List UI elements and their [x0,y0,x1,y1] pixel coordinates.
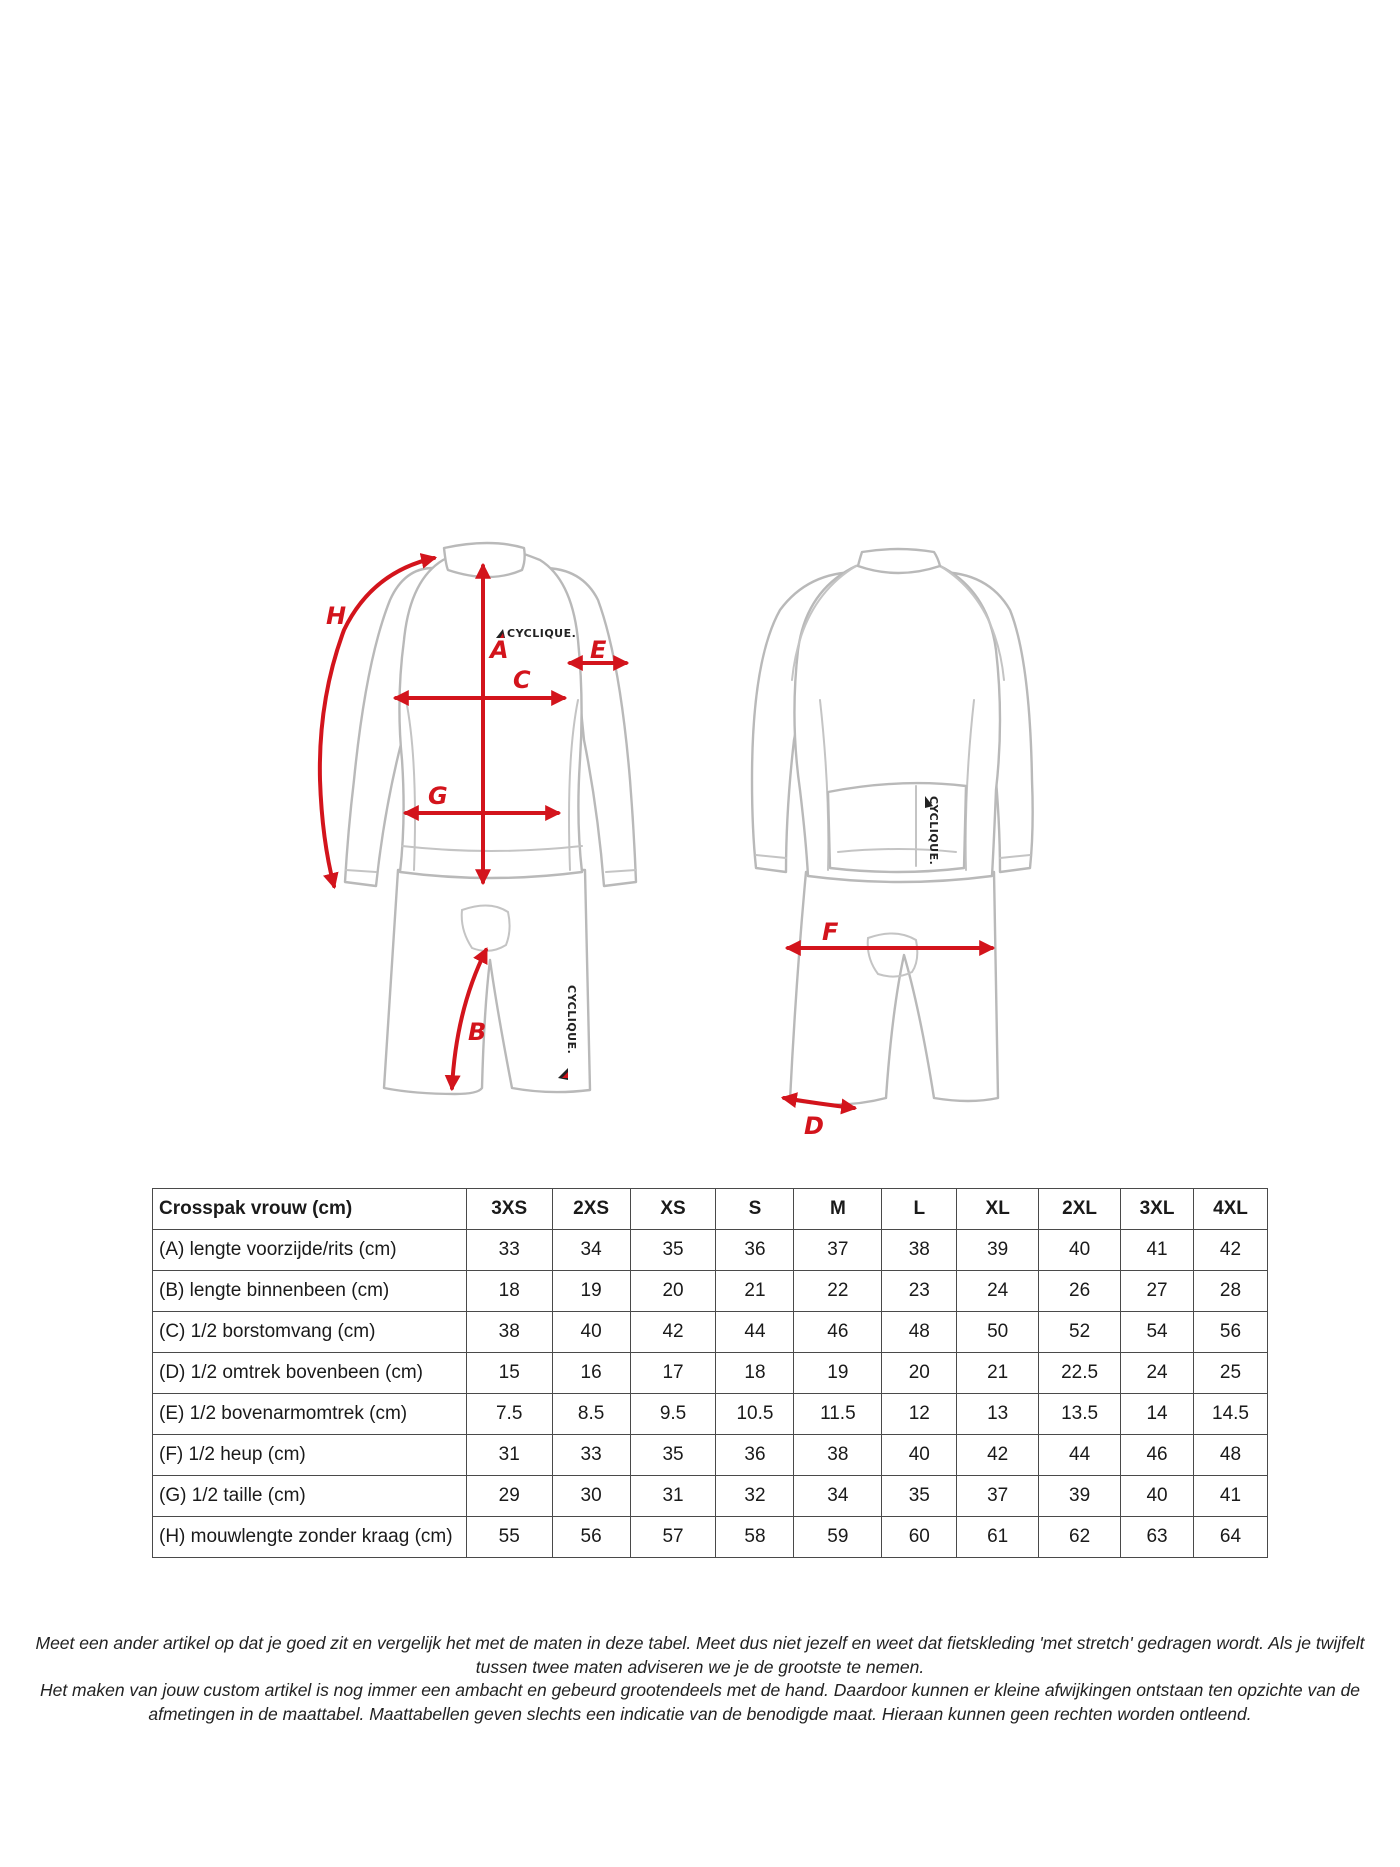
table-cell: 39 [957,1230,1039,1271]
table-cell: 17 [630,1353,716,1394]
label-b: B [468,1018,487,1046]
table-cell: 35 [630,1435,716,1476]
svg-text:CYCLIQUE.: CYCLIQUE. [927,796,940,866]
table-cell: 50 [957,1312,1039,1353]
table-title: Crosspak vrouw (cm) [153,1189,467,1230]
table-cell: 35 [630,1230,716,1271]
row-label: (C) 1/2 borstomvang (cm) [153,1312,467,1353]
label-d: D [804,1112,824,1140]
table-row [153,1476,1268,1517]
table-cell: 40 [882,1435,957,1476]
table-body [153,1230,1268,1558]
table-cell: 40 [552,1312,630,1353]
label-e: E [590,636,607,664]
table-cell: 20 [882,1353,957,1394]
table-cell: 59 [794,1517,882,1558]
table-row [153,1353,1268,1394]
table-cell: 26 [1039,1271,1121,1312]
table-cell: 31 [630,1476,716,1517]
table-cell: 32 [716,1476,794,1517]
table-cell: 14 [1121,1394,1194,1435]
size-header-2xs: 2XS [552,1189,630,1230]
size-header-2xl: 2XL [1039,1189,1121,1230]
table-cell: 38 [466,1312,552,1353]
table-cell: 21 [716,1271,794,1312]
size-header-row [153,1189,1268,1230]
table-cell: 14.5 [1193,1394,1267,1435]
table-cell: 34 [552,1230,630,1271]
back-pocket [828,783,966,872]
table-cell: 42 [1193,1230,1267,1271]
svg-text:CYCLIQUE.: CYCLIQUE. [565,985,578,1055]
table-cell: 16 [552,1353,630,1394]
table-cell: 10.5 [716,1394,794,1435]
table-cell: 41 [1193,1476,1267,1517]
row-label: (E) 1/2 bovenarmomtrek (cm) [153,1394,467,1435]
table-cell: 37 [794,1230,882,1271]
table-cell: 42 [957,1435,1039,1476]
table-cell: 31 [466,1435,552,1476]
table-cell: 58 [716,1517,794,1558]
size-header-3xs: 3XS [466,1189,552,1230]
label-a: A [490,636,509,664]
front-shorts [384,870,590,1094]
table-cell: 52 [1039,1312,1121,1353]
size-header-3xl: 3XL [1121,1189,1194,1230]
table-cell: 42 [630,1312,716,1353]
table-row [153,1435,1268,1476]
table-cell: 62 [1039,1517,1121,1558]
table-cell: 60 [882,1517,957,1558]
table-cell: 15 [466,1353,552,1394]
size-header-xl: XL [957,1189,1039,1230]
table-cell: 40 [1039,1230,1121,1271]
row-label: (G) 1/2 taille (cm) [153,1476,467,1517]
table-cell: 27 [1121,1271,1194,1312]
table-cell: 8.5 [552,1394,630,1435]
table-cell: 20 [630,1271,716,1312]
table-cell: 37 [957,1476,1039,1517]
label-f: F [822,918,839,946]
label-h: H [326,602,347,630]
disclaimer [18,1632,1382,1726]
table-cell: 55 [466,1517,552,1558]
table-cell: 54 [1121,1312,1194,1353]
table-cell: 63 [1121,1517,1194,1558]
row-label: (H) mouwlengte zonder kraag (cm) [153,1517,467,1558]
table-cell: 41 [1121,1230,1194,1271]
size-header-4xl: 4XL [1193,1189,1267,1230]
size-header-m: M [794,1189,882,1230]
table-cell: 29 [466,1476,552,1517]
back-collar [858,549,940,573]
table-cell: 24 [957,1271,1039,1312]
row-label: (B) lengte binnenbeen (cm) [153,1271,467,1312]
table-cell: 19 [794,1353,882,1394]
table-row [153,1517,1268,1558]
table-cell: 7.5 [466,1394,552,1435]
disclaimer-line-1: Meet een ander artikel op dat je goed zit en vergelijk het met de maten in deze tabel. Meet dus niet jezelf en weet dat fietskleding 'met stretch' gedragen wordt. Als je twijfelt tussen twee maten adviseren we je de grootste te nemen. [35,1633,1365,1677]
table-cell: 33 [552,1435,630,1476]
label-g: G [428,782,448,810]
svg-text:CYCLIQUE.: CYCLIQUE. [507,627,577,640]
table-cell: 40 [1121,1476,1194,1517]
size-header-xs: XS [630,1189,716,1230]
table-cell: 48 [882,1312,957,1353]
disclaimer-line-2: Het maken van jouw custom artikel is nog immer een ambacht en gebeurd grootendeels met de hand. Daardoor kunnen er kleine afwijkingen ontstaan ten opzichte van de afmetingen in de maattabel. Maattabellen geven slechts een indicatie van de benodigde maat. Hieraan kunnen geen rechten worden ontleend. [39,1680,1361,1724]
table-cell: 19 [552,1271,630,1312]
table-cell: 30 [552,1476,630,1517]
table-cell: 61 [957,1517,1039,1558]
table-cell: 38 [882,1230,957,1271]
label-c: C [513,666,531,694]
front-torso [399,550,582,878]
size-table [152,1188,1268,1558]
table-cell: 46 [794,1312,882,1353]
table-row [153,1394,1268,1435]
table-cell: 44 [716,1312,794,1353]
table-cell: 44 [1039,1435,1121,1476]
table-cell: 23 [882,1271,957,1312]
table-cell: 18 [716,1353,794,1394]
table-cell: 24 [1121,1353,1194,1394]
table-cell: 11.5 [794,1394,882,1435]
table-cell: 34 [794,1476,882,1517]
table-cell: 25 [1193,1353,1267,1394]
table-cell: 28 [1193,1271,1267,1312]
table-cell: 48 [1193,1435,1267,1476]
row-label: (D) 1/2 omtrek bovenbeen (cm) [153,1353,467,1394]
table-cell: 36 [716,1435,794,1476]
table-row [153,1230,1268,1271]
table-cell: 9.5 [630,1394,716,1435]
table-cell: 13.5 [1039,1394,1121,1435]
table-cell: 18 [466,1271,552,1312]
row-label: (F) 1/2 heup (cm) [153,1435,467,1476]
table-cell: 33 [466,1230,552,1271]
table-cell: 57 [630,1517,716,1558]
table-cell: 56 [552,1517,630,1558]
table-row [153,1312,1268,1353]
table-cell: 39 [1039,1476,1121,1517]
back-shorts [790,872,998,1105]
front-leg-brand-text [565,985,578,1054]
table-cell: 12 [882,1394,957,1435]
table-cell: 64 [1193,1517,1267,1558]
table-cell: 13 [957,1394,1039,1435]
table-cell: 36 [716,1230,794,1271]
table-cell: 56 [1193,1312,1267,1353]
table-cell: 35 [882,1476,957,1517]
row-label: (A) lengte voorzijde/rits (cm) [153,1230,467,1271]
size-header-s: S [716,1189,794,1230]
table-cell: 22 [794,1271,882,1312]
table-row [153,1271,1268,1312]
table-cell: 46 [1121,1435,1194,1476]
back-view [752,549,1033,1105]
table-cell: 21 [957,1353,1039,1394]
table-cell: 38 [794,1435,882,1476]
front-view [345,543,636,1094]
table-cell: 22.5 [1039,1353,1121,1394]
size-header-l: L [882,1189,957,1230]
